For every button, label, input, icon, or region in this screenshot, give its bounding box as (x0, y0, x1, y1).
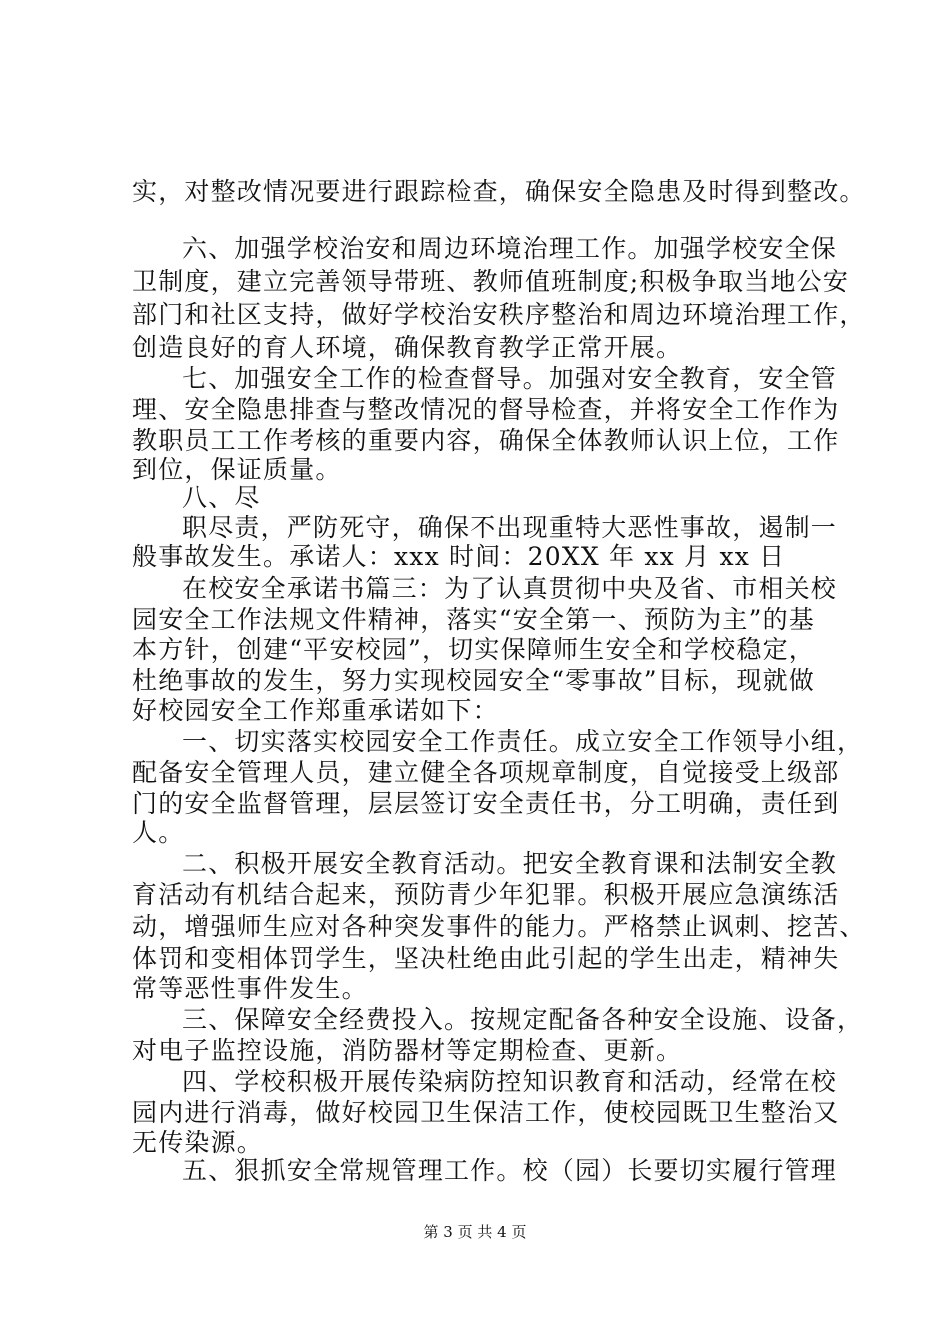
text-line: 门的安全监督管理，层层签订安全责任书，分工明确，责任到 (132, 789, 840, 818)
text-line: 八、尽 (182, 483, 261, 512)
text-line: 三、保障安全经费投入。按规定配备各种安全设施、设备， (182, 1005, 864, 1034)
text-line: 育活动有机结合起来，预防青少年犯罪。积极开展应急演练活 (132, 880, 840, 909)
text-line: 二、积极开展安全教育活动。把安全教育课和法制安全教 (182, 849, 838, 878)
text-line: 部门和社区支持，做好学校治安秩序整治和周边环境治理工作， (132, 300, 866, 329)
text-line: 对电子监控设施，消防器材等定期检查、更新。 (132, 1036, 683, 1065)
text-line: 教职员工工作考核的重要内容，确保全体教师认识上位，工作 (132, 426, 840, 455)
text-line: 园内进行消毒，做好校园卫生保洁工作，使校园既卫生整治又 (132, 1098, 840, 1127)
text-line: 理、安全隐患排查与整改情况的督导检查，并将安全工作作为 (132, 395, 840, 424)
text-line: 好校园安全工作郑重承诺如下： (132, 696, 499, 725)
text-line: 七、加强安全工作的检查督导。加强对安全教育，安全管 (182, 364, 838, 393)
text-line: 创造良好的育人环境，确保教育教学正常开展。 (132, 333, 683, 362)
text-line: 职尽责，严防死守，确保不出现重特大恶性事故，遏制一 (182, 513, 838, 542)
text-line: 一、切实落实校园安全工作责任。成立安全工作领导小组， (182, 727, 864, 756)
text-line: 常等恶性事件发生。 (132, 974, 368, 1003)
text-line: 动，增强师生应对各种突发事件的能力。严格禁止讽刺、挖苦、 (132, 912, 866, 941)
text-line: 体罚和变相体罚学生，坚决杜绝由此引起的学生出走，精神失 (132, 944, 840, 973)
text-line: 六、加强学校治安和周边环境治理工作。加强学校安全保 (182, 234, 838, 263)
text-line: 在校安全承诺书篇三：为了认真贯彻中央及省、市相关校 (182, 574, 838, 603)
text-line: 实，对整改情况要进行跟踪检查，确保安全隐患及时得到整改。 (132, 177, 866, 206)
text-line: 配备安全管理人员，建立健全各项规章制度，自觉接受上级部 (132, 758, 840, 787)
text-line: 到位，保证质量。 (132, 455, 342, 484)
text-line: 本方针，创建“平安校园”，切实保障师生安全和学校稳定， (132, 635, 815, 664)
text-line: 五、狠抓安全常规管理工作。校（园）长要切实履行管理 (182, 1156, 838, 1185)
text-line: 四、学校积极开展传染病防控知识教育和活动，经常在校 (182, 1067, 838, 1096)
text-line: 无传染源。 (132, 1128, 264, 1157)
text-line: 杜绝事故的发生，努力实现校园安全“零事故”目标，现就做 (132, 666, 815, 695)
page-number-footer: 第 3 页 共 4 页 (423, 1223, 527, 1241)
text-line: 般事故发生。承诺人：xxx 时间：20XX 年 xx 月 xx 日 (132, 542, 786, 571)
text-line: 卫制度，建立完善领导带班、教师值班制度;积极争取当地公安 (132, 267, 850, 296)
text-line: 园安全工作法规文件精神，落实“安全第一、预防为主”的基 (132, 605, 815, 634)
text-line: 人。 (132, 818, 185, 847)
